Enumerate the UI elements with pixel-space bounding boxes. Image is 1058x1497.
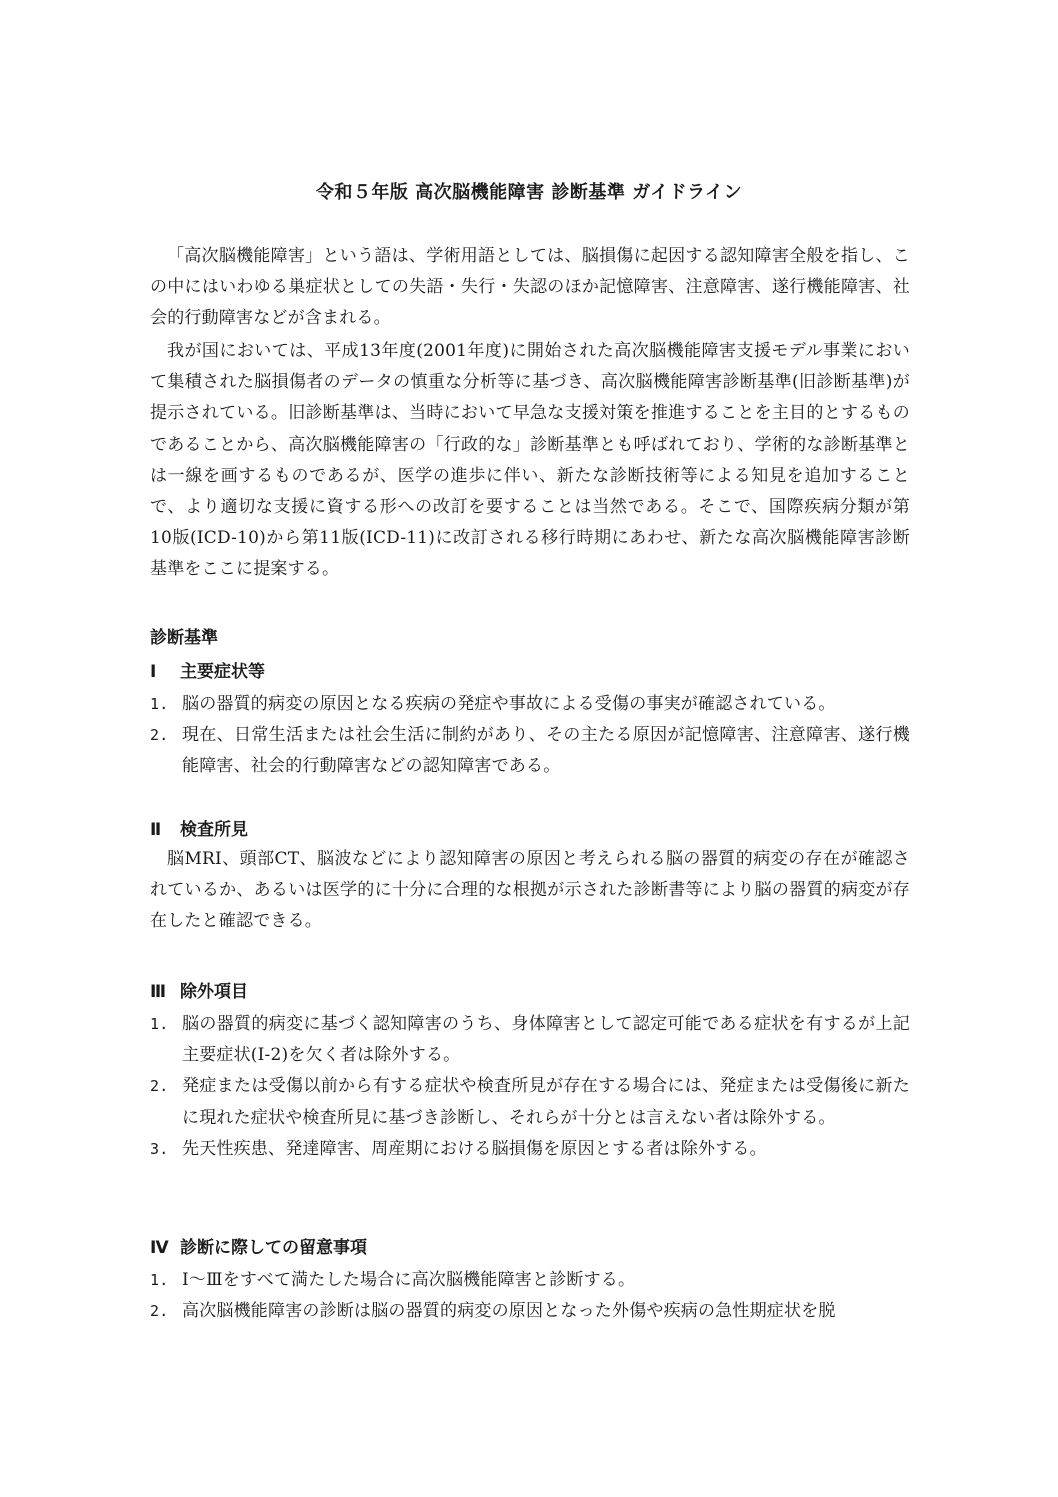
list-item <box>150 1134 910 1165</box>
section-2-numeral: Ⅱ <box>150 820 162 840</box>
list-item-text: 脳の器質的病変に基づく認知障害のうち、身体障害として認定可能である症状を有するが上記主要症状(Ⅰ-2)を欠く者は除外する。 <box>182 1014 910 1066</box>
list-item <box>150 1296 910 1327</box>
list-item-number: 1. <box>150 695 169 713</box>
list-item <box>150 689 910 720</box>
section-3-title: 除外項目 <box>180 982 248 1002</box>
section-4-numeral: Ⅳ <box>150 1238 169 1258</box>
list-item-text: 先天性疾患、発達障害、周産期における脳損傷を原因とする者は除外する。 <box>182 1138 767 1159</box>
section-3-numeral: Ⅲ <box>150 982 167 1002</box>
list-item-number: 2. <box>150 1077 169 1096</box>
criteria-heading: 診断基準 <box>150 628 218 648</box>
section-3-list <box>150 1009 910 1165</box>
list-item-number: 3. <box>150 1139 169 1158</box>
section-1-numeral: Ⅰ <box>150 662 157 682</box>
list-item-text: 現在、日常生活または社会生活に制約があり、その主たる原因が記憶障害、注意障害、遂行機能障害、社会的行動障害などの認知障害である。 <box>182 725 910 777</box>
list-item-text: 高次脳機能障害の診断は脳の器質的病変の原因となった外傷や疾病の急性期症状を脱 <box>182 1301 836 1322</box>
list-item-text: Ⅰ～Ⅲをすべて満たした場合に高次脳機能障害と診断する。 <box>182 1270 636 1290</box>
list-item-number: 2. <box>150 1302 169 1321</box>
list-item-text: 発症または受傷以前から有する症状や検査所見が存在する場合には、発症または受傷後に新たに現れた症状や検査所見に基づき診断し、それらが十分とは言えない者は除外する。 <box>182 1076 910 1128</box>
list-item <box>150 1265 910 1296</box>
section-2-paragraph: 脳MRI、頭部CT、脳波などにより認知障害の原因と考えられる脳の器質的病変の存在が確認されているか、あるいは医学的に十分に合理的な根拠が示された診断書等により脳の器質的病変が存在したと確認できる。 <box>150 849 910 932</box>
list-item-text: 脳の器質的病変の原因となる疾病の発症や事故による受傷の事実が確認されている。 <box>182 694 836 714</box>
section-3-heading <box>150 980 248 1004</box>
section-4-list <box>150 1265 910 1327</box>
section-1-list <box>150 689 910 783</box>
intro-paragraph-2: 我が国においては、平成13年度(2001年度)に開始された高次脳機能障害支援モデル事業において集積された脳損傷者のデータの慎重な分析等に基づき、高次脳機能障害診断基準(旧診断基準)が提示されている。旧診断基準は、当時において早急な支援対策を推進することを主目的とするものであることから、高次脳機能障害の「行政的な」診断基準とも呼ばれており、学術的な診断基準とは一線を画するものであるが、医学の進歩に伴い、新たな診断技術等による知見を追加することで、より適切な支援に資する形への改訂を要することは当然である。そこで、国際疾病分類が第10版(ICD-10)から第11版(ICD-11)に改訂される移行時期にあわせ、新たな高次脳機能障害診断基準をここに提案する。 <box>150 341 910 580</box>
section-2-title: 検査所見 <box>180 820 248 840</box>
document-title: 令和５年版 高次脳機能障害 診断基準 ガイドライン <box>315 182 743 203</box>
section-4-heading <box>150 1236 367 1260</box>
list-item-number: 2. <box>150 726 169 745</box>
section-4-title: 診断に際しての留意事項 <box>180 1238 367 1258</box>
list-item <box>150 1071 910 1133</box>
section-2-heading <box>150 818 248 842</box>
list-item <box>150 1009 910 1071</box>
intro-paragraph-1: 「高次脳機能障害」という語は、学術用語としては、脳損傷に起因する認知障害全般を指し、この中にはいわゆる巣症状としての失語・失行・失認のほか記憶障害、注意障害、遂行機能障害、社会的行動障害などが含まれる。 <box>150 246 910 329</box>
section-1-heading <box>150 660 265 684</box>
section-1-title: 主要症状等 <box>180 662 265 682</box>
list-item-number: 1. <box>150 1271 169 1289</box>
list-item <box>150 720 910 782</box>
list-item-number: 1. <box>150 1015 169 1033</box>
